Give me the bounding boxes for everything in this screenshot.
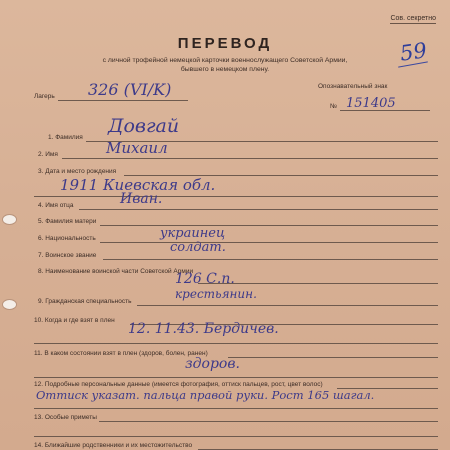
- field-line: [100, 242, 438, 243]
- field-label: 1. Фамилия: [48, 134, 83, 141]
- field-label: 10. Когда и где взят в плен: [34, 317, 115, 324]
- field-label: 5. Фамилия матери: [38, 218, 97, 225]
- field-label: 3. Дата и место рождения: [38, 168, 117, 175]
- field-line: [137, 305, 438, 306]
- field-line: [34, 196, 438, 197]
- field-value: Оттиск указат. пальца правой руки. Рост 165 шагал.: [36, 388, 375, 402]
- punch-hole: [2, 214, 17, 225]
- field-label: 14. Ближайшие родственники и их местожительство: [34, 442, 193, 449]
- field-label: 8. Наименование воинской части Советской Армии: [38, 268, 194, 275]
- field-line: [34, 408, 438, 409]
- handwritten-number: 59: [398, 38, 429, 66]
- camp-label: Лагерь: [34, 93, 55, 100]
- field-value: украинец: [160, 226, 226, 241]
- camp-value: 326 (VI/K): [88, 80, 172, 99]
- field-label: 11. В каком состоянии взят в плен (здоров, болен, ранен): [34, 350, 208, 357]
- field-line: [99, 421, 438, 422]
- field-label: 7. Воинское звание: [38, 252, 97, 259]
- field-value: крестьянин.: [175, 287, 257, 301]
- field-value: Иван.: [120, 191, 163, 207]
- field-label: 13. Особые приметы: [34, 414, 97, 421]
- field-line: [34, 343, 438, 344]
- field-value: 126 С.п.: [175, 271, 235, 287]
- field-line: [62, 158, 438, 159]
- field-label: 12. Подробные персональные данные (имеется фотография, оттиск пальцев, рост, цвет волос): [34, 381, 323, 388]
- field-value: здоров.: [185, 356, 240, 372]
- secrecy-stamp: Сов. секретно: [390, 15, 436, 22]
- badge-number-label: №: [330, 103, 337, 110]
- field-line: [79, 209, 438, 210]
- field-label: 2. Имя: [38, 151, 58, 158]
- punch-hole: [2, 299, 17, 310]
- field-value: солдат.: [170, 240, 226, 255]
- field-line: [34, 436, 438, 437]
- field-value: 1911 Киевская обл.: [60, 176, 216, 194]
- badge-value: 151405: [346, 96, 396, 111]
- field-value: 12. 11.43. Бердичев.: [128, 321, 279, 337]
- subtitle-line-1: с личной трофейной немецкой карточки военнослужащего Советской Армии,: [102, 57, 348, 64]
- field-label: 6. Национальность: [38, 235, 96, 242]
- badge-label: Опознавательный знак: [318, 83, 388, 90]
- field-line: [228, 357, 438, 358]
- subtitle-line-2: бывшего в немецком плену.: [180, 66, 270, 73]
- field-value: Довгай: [108, 115, 180, 137]
- field-line: [103, 259, 438, 260]
- camp-line: [58, 100, 188, 101]
- field-label: 4. Имя отца: [38, 202, 74, 209]
- document-title: ПЕРЕВОД: [177, 35, 273, 52]
- field-label: 9. Гражданская специальность: [38, 298, 132, 305]
- field-line: [100, 225, 438, 226]
- field-value: Михаил: [106, 139, 168, 157]
- field-line: [34, 377, 438, 378]
